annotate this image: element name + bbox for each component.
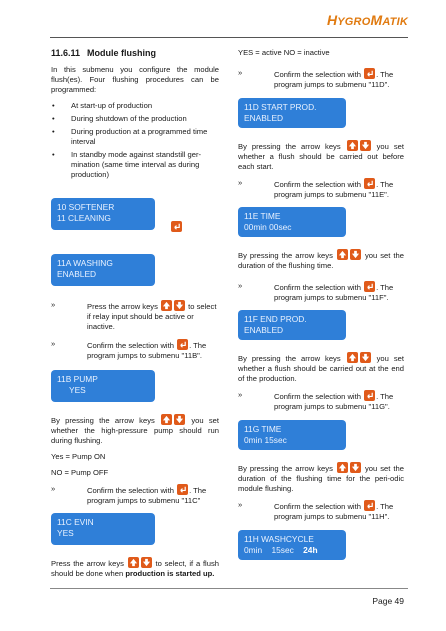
footer-rule: [50, 588, 408, 589]
flush-procedure-list: [51, 101, 219, 180]
arrow-up-key-icon: [347, 140, 358, 151]
right-column: [238, 48, 404, 572]
lcd-display-11d: 11D START PROD. ENABLED: [238, 98, 346, 128]
step-confirm-11d: » Confirm the selection with . The program jumps to submenu "11D".: [238, 68, 394, 90]
yes-no-legend: YES = active NO = inactive: [238, 48, 330, 57]
left-column: [51, 48, 219, 585]
lcd-display-11a: 11A WASHING ENABLED: [51, 254, 155, 286]
enter-key-icon: [364, 390, 375, 401]
duration-paragraph: By pressing the arrow keys you set the duration of the flushing time.: [238, 251, 404, 271]
page-number: Page 49: [372, 596, 404, 606]
periodic-paragraph: By pressing the arrow keys you set the duration of the flushing time for the peri-odic module flushing.: [238, 464, 404, 494]
lcd-display-menu: 10 SOFTENER 11 CLEANING: [51, 198, 155, 230]
step-confirm-11g: » Confirm the selection with . The program jumps to submenu "11G".: [238, 390, 394, 412]
arrow-down-key-icon: [174, 414, 185, 425]
step-confirm-11f: » Confirm the selection with . The program jumps to submenu "11F".: [238, 281, 394, 303]
yes-pump-on: Yes = Pump ON: [51, 452, 106, 462]
lcd-display-11g: 11G TIME 0min 15sec: [238, 420, 346, 450]
list-item: • At start-up of production: [51, 101, 219, 111]
lcd-display-11c: 11C EVIN YES: [51, 513, 155, 545]
start-paragraph: By pressing the arrow keys you set whether a flush should be carried out before each start.: [238, 142, 404, 172]
final-paragraph: Press the arrow keys to select, if a flush should be done when production is started up.: [51, 559, 219, 579]
intro-paragraph: In this submenu you configure the module flush(es). Four flushing procedures can be programmed:: [51, 64, 219, 94]
arrow-up-key-icon: [337, 249, 348, 260]
step-select-relay: » Press the arrow keys to select if relay input should be active or inactive.: [51, 300, 217, 332]
arrow-up-key-icon: [161, 414, 172, 425]
arrow-up-key-icon: [337, 462, 348, 473]
step-confirm-11h: » Confirm the selection with . The program jumps to submenu "11H".: [238, 500, 394, 522]
list-item: • During production at a programmed time interval: [51, 127, 219, 147]
step-confirm-11c: » Confirm the selection with . The program jumps to submenu "11C": [51, 484, 207, 506]
no-pump-off: NO = Pump OFF: [51, 468, 109, 478]
arrow-down-key-icon: [360, 140, 371, 151]
arrow-up-key-icon: [128, 557, 139, 568]
arrow-up-key-icon: [347, 352, 358, 363]
lcd-display-11h: 11H WASHCYCLE 0min 15sec 24h: [238, 530, 346, 560]
hygromatik-logo: HYGROMATIK: [326, 12, 408, 28]
enter-key-icon: [364, 500, 375, 511]
arrow-down-key-icon: [360, 352, 371, 363]
enter-key-icon: [364, 281, 375, 292]
arrow-down-key-icon: [350, 462, 361, 473]
arrow-up-key-icon: [161, 300, 172, 311]
arrow-down-key-icon: [174, 300, 185, 311]
lcd-display-11f: 11F END PROD. ENABLED: [238, 310, 346, 340]
end-paragraph: By pressing the arrow keys you set whether a flush should be carried out at the end of the production.: [238, 354, 404, 384]
arrow-down-key-icon: [141, 557, 152, 568]
pump-paragraph: By pressing the arrow keys you set whether the high-pressure pump should run during flushing.: [51, 416, 219, 446]
lcd-display-11e: 11E TIME 00min 00sec: [238, 207, 346, 237]
list-item: • In standby mode against standstill ger-mination (same time interval as during production): [51, 150, 219, 180]
enter-key-icon: [171, 221, 182, 232]
arrow-down-key-icon: [350, 249, 361, 260]
section-heading: 11.6.11 Module flushing: [51, 48, 156, 58]
step-confirm-11b: » Confirm the selection with . The program jumps to submenu "11B".: [51, 339, 207, 361]
lcd-display-11b: 11B PUMP YES: [51, 370, 155, 402]
step-confirm-11e: » Confirm the selection with . The program jumps to submenu "11E".: [238, 178, 394, 200]
list-item: • During shutdown of the production: [51, 114, 219, 124]
enter-key-icon: [364, 178, 375, 189]
header-rule: [50, 37, 408, 38]
enter-key-icon: [364, 68, 375, 79]
enter-key-icon: [177, 339, 188, 350]
enter-key-icon: [177, 484, 188, 495]
